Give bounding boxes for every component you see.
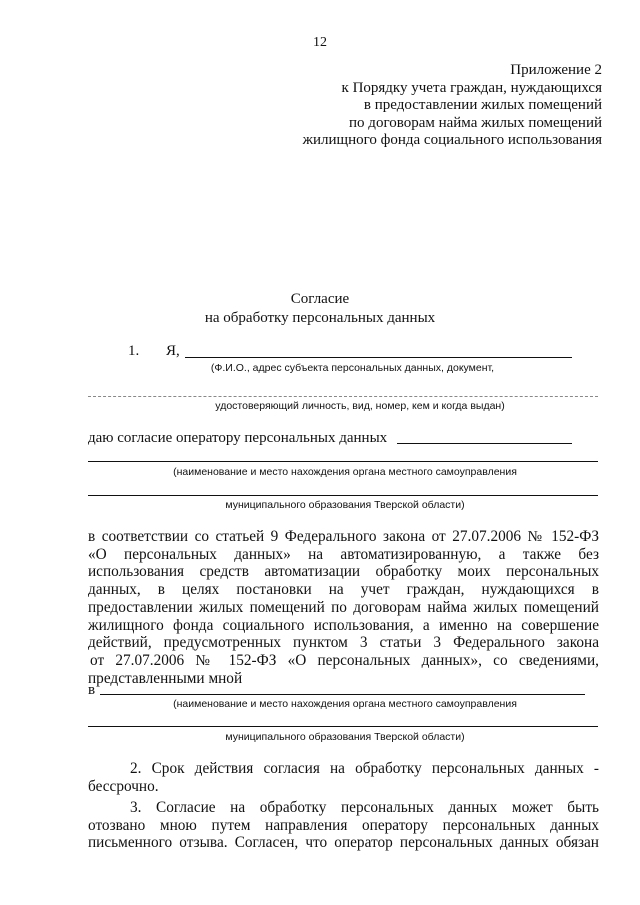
title-line: Согласие <box>290 291 350 307</box>
operator-blank-line[interactable] <box>397 443 572 444</box>
header-line: Приложение 2 <box>510 62 602 78</box>
consent-line-text: даю согласие оператору персональных данных <box>88 430 388 446</box>
caption-org1: (наименование и место нахождения органа местного самоуправления <box>173 466 517 478</box>
paragraph-line: жилищного фонда социального использования, а именно на совершение <box>88 616 599 634</box>
org-blank-line-1[interactable] <box>88 461 598 462</box>
caption-org2: муниципального образования Тверской области) <box>225 499 465 511</box>
item2-line: бессрочно. <box>88 777 159 795</box>
item3-line: отозвано мною путем направления оператору персональных данных <box>88 816 599 834</box>
paragraph-line: «О персональных данных» на автоматизированную, а также без <box>88 545 599 563</box>
consent-paragraph <box>88 528 599 687</box>
fio-blank-line[interactable] <box>185 357 572 358</box>
item3-line: 3. Согласие на обработку персональных данных может быть <box>130 799 599 816</box>
item2-line: 2. Срок действия согласия на обработку персональных данных - <box>130 760 599 777</box>
paragraph-line: использования средств автоматизации обработку моих персональных <box>88 563 599 581</box>
page-number: 12 <box>313 35 327 50</box>
paragraph-line: от 27.07.2006 № 152-ФЗ «О персональных данных», со сведениями, <box>90 651 599 669</box>
document-blank-line[interactable] <box>88 396 598 397</box>
org-blank-line-2[interactable] <box>88 495 598 496</box>
paragraph-line: предоставлении жилых помещений по договорам найма жилых помещений <box>88 598 599 616</box>
in-prefix: в <box>88 682 96 698</box>
appendix-header <box>303 62 602 150</box>
paragraph-line: данных, в целях постановки на учет граждан, нуждающихся в <box>88 581 599 599</box>
header-line: жилищного фонда социального использования <box>302 132 602 148</box>
item1-number: 1. <box>128 343 140 359</box>
title-line: на обработку персональных данных <box>204 310 436 326</box>
paragraph-line: представленными мной <box>88 669 243 687</box>
header-line: в предоставлении жилых помещений <box>363 97 602 113</box>
org-blank-line-4[interactable] <box>88 726 598 727</box>
header-line: к Порядку учета граждан, нуждающихся <box>341 79 602 96</box>
item3-paragraph <box>88 799 599 852</box>
item1-text: Я, <box>166 343 180 359</box>
item3-line: письменного отзыва. Согласен, что оператор персональных данных обязан <box>88 834 599 852</box>
header-line: по договорам найма жилых помещений <box>349 114 602 131</box>
caption-org3: (наименование и место нахождения органа местного самоуправления <box>173 698 517 710</box>
caption-doc: удостоверяющий личность, вид, номер, кем и когда выдан) <box>215 400 505 412</box>
paragraph-line: в соответствии со статьей 9 Федерального закона от 27.07.2006 № 152-ФЗ <box>88 528 599 545</box>
org-blank-line-3[interactable] <box>100 694 585 695</box>
caption-fio: (Ф.И.О., адрес субъекта персональных данных, документ, <box>210 362 495 374</box>
document-title <box>0 290 640 328</box>
caption-org4: муниципального образования Тверской области) <box>225 731 465 743</box>
item2-paragraph <box>88 760 599 795</box>
paragraph-line: действий, предусмотренных пунктом 3 статьи 3 Федерального закона <box>88 634 599 652</box>
